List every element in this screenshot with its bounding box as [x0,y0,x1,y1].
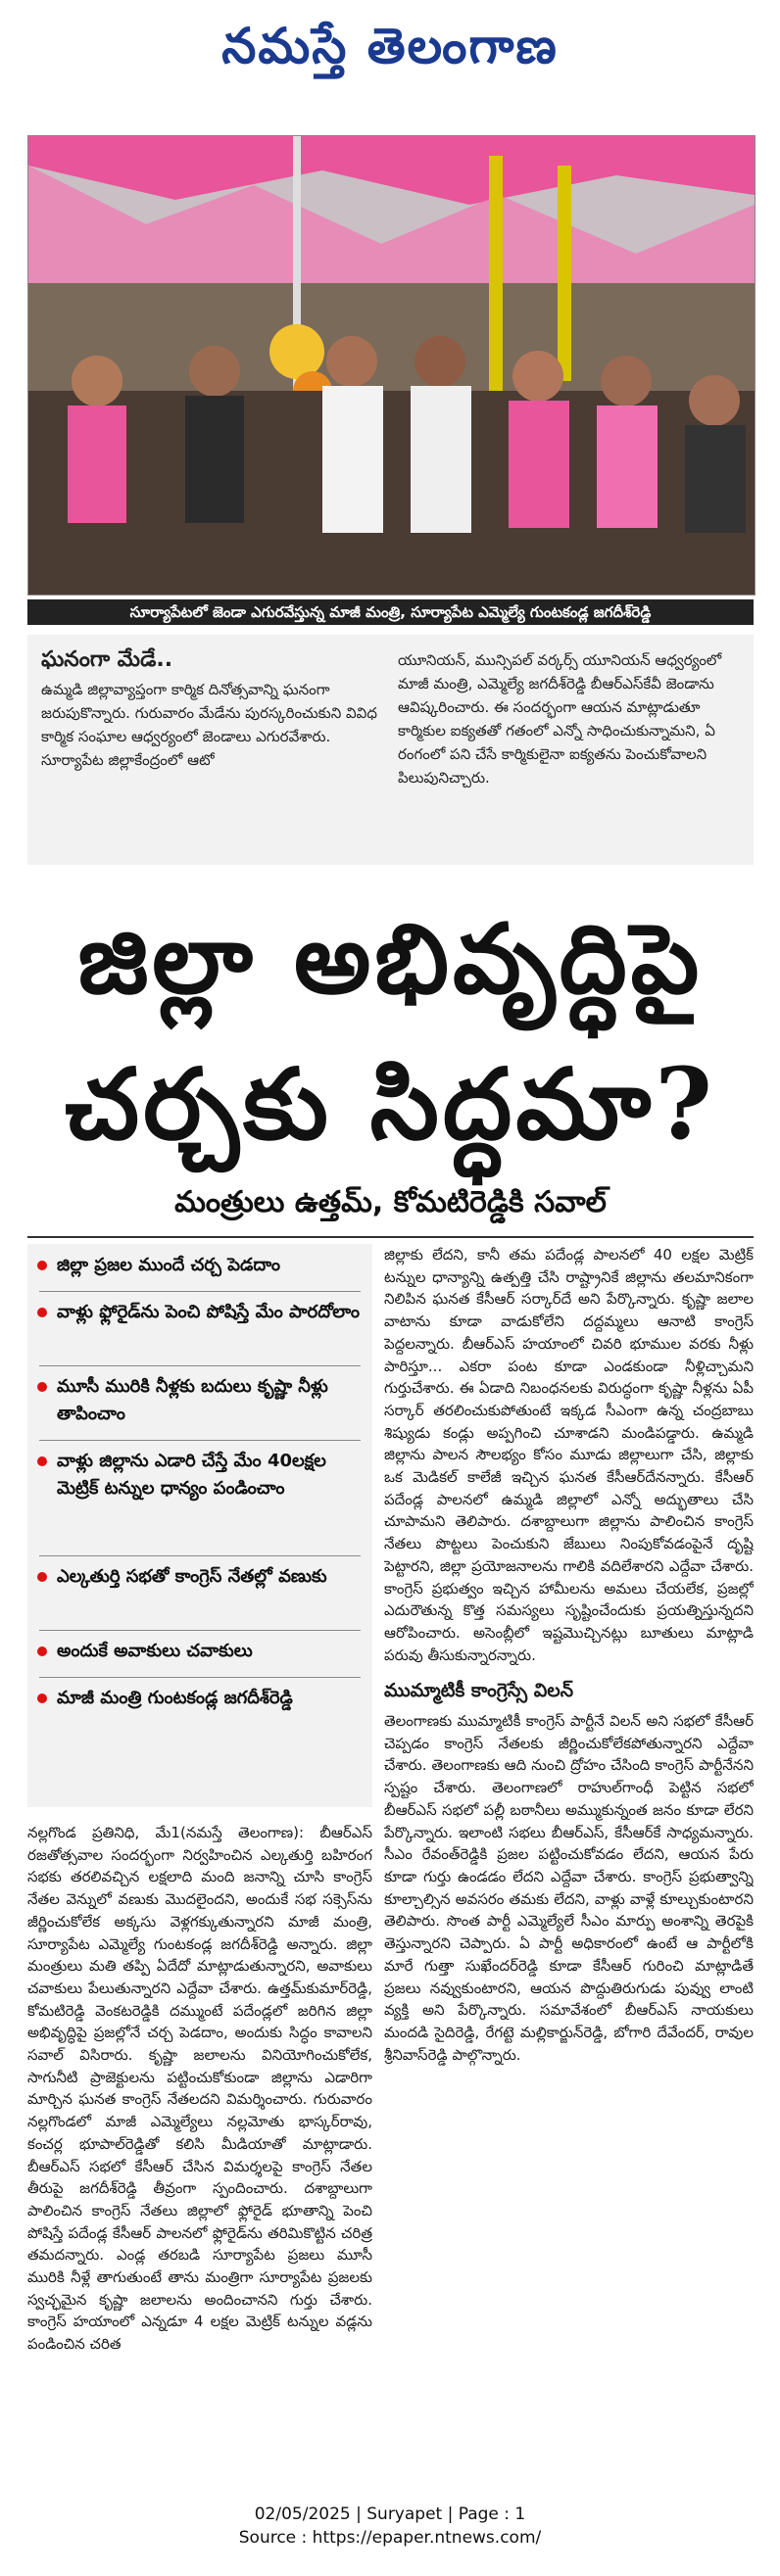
bullet-icon [37,1572,47,1582]
bullet-divider [39,1630,361,1631]
article-body-right [384,1244,754,2066]
bullet-icon [37,1693,47,1703]
bullet-icon [37,1456,47,1466]
photo-caption: సూర్యాపేటలో జెండా ఎగురవేస్తున్న మాజీ మంత్రి, సూర్యాపేట ఎమ్మెల్యే గుంటకండ్ల జగదీశ్‌రెడ్డి [27,599,754,625]
info-box-right-text: యూనియన్, మున్సిపల్ వర్కర్స్ యూనియన్ ఆధ్వర్యంలో మాజీ మంత్రి, ఎమ్మెల్యే జగదీశ్‌రెడ్డి బీఆర్‌ఎస్‌కేవీ జెండాను ఆవిష్కరించారు. ఈ సందర్భంగా ఆయన మాట్లాడుతూ కార్మికుల ఐక్యతతో గతంలో ఎన్నో సాధించుకున్నామని, ఏ రంగంలో పని చేసే కార్మికులైనా ఐక్యతను పెంచుకోవాలని పిలుపునిచ్చారు. [398,651,722,787]
info-box [27,635,754,865]
highlight-item: అందుకే అవాకులు చవాకులు [37,1638,361,1665]
headline-line-2: చర్చకు సిద్ధమా? [65,1046,716,1162]
info-box-right-column [398,648,741,789]
page-footer [0,2503,780,2550]
info-box-left-text: ఉమ్మడి జిల్లావ్యాప్తంగా కార్మిక దినోత్సవాన్ని ఘనంగా జరుపుకొన్నారు. గురువారం మేడేను పురస్కరించుకుని వివిధ కార్మిక సంఘాల ఆధ్వర్యంలో జెండాలు ఎగురవేశారు. సూర్యాపేట జిల్లాకేంద్రంలో ఆటో [41,681,377,769]
article-paragraph: నల్లగొండ ప్రతినిధి, మే1(నమస్తే తెలంగాణ): బీఆర్‌ఎస్ రజతోత్సవాల సందర్భంగా నిర్వహించిన ఎల్కతుర్తి బహిరంగ సభకు తరలివచ్చిన లక్షలాది మంది జనాన్ని చూసి కాంగ్రెస్ నేతల వెన్నులో వణుకు మొదలైందని, అందుకే సభ సక్సెస్‌ను జీర్ణించుకోలేక అక్కసు వెళ్లగక్కుతున్నారని మాజీ మంత్రి, సూర్యాపేట ఎమ్మెల్యే గుంటకండ్ల జగదీశ్‌రెడ్డి అన్నారు. జిల్లా మంత్రులు మతి తప్పి ఏదేదో మాట్లాడుతున్నారని, అవాకులు చవాకులు పేలుతున్నారని ఎద్దేవా చేశారు. ఉత్తమ్‌కుమార్‌రెడ్డి, కోమటిరెడ్డి వెంకటరెడ్డికి దమ్ముంటే పదేండ్లలో జరిగిన జిల్లా అభివృద్ధిపై ప్రజల్లోనే చర్చ పెడదాం, అందుకు సిద్ధం కావాలని సవాల్ విసిరారు. కృష్ణా జలాలను వినియోగించుకోలేక, సాగునీటి ప్రాజెక్టులను పట్టించుకోకుండా జిల్లాను ఎడారిగా మార్చిన ఘనత కాంగ్రెస్ నేతలదని విమర్శించారు. గురువారం నల్లగొండలో మాజీ ఎమ్మెల్యేలు నల్లమోతు భాస్కర్‌రావు, కంచర్ల భూపాల్‌రెడ్డితో కలిసి మీడియాతో మాట్లాడారు. బీఆర్‌ఎస్ సభలో కేసీఆర్ చేసిన విమర్శలపై కాంగ్రెస్ నేతల తీరుపై జగదీశ్‌రెడ్డి తీవ్రంగా స్పందించారు. దశాబ్దాలుగా పాలించిన కాంగ్రెస్ నేతలు జిల్లాలో ఫ్లోరైడ్ భూతాన్ని పెంచి పోషిస్తే పదేండ్ల కేసీఆర్ పాలనలో ఫ్లోరైడ్‌ను తరిమికొట్టిన చరిత్ర తమదన్నారు. ఎండ్ల తరబడి సూర్యాపేట ప్రజలు మూసీ మురికి నీళ్లే తాగుతుంటే తాను మంత్రిగా సూర్యాపేట ప్రజలకు స్వచ్ఛమైన కృష్ణా జలాలను అందించానని గుర్తు చేశారు. కాంగ్రెస్ హయాంలో ఎన్నడూ 4 లక్షల మెట్రిక్ టన్నుల వడ్లను పండించిన చరిత [27,1824,372,2354]
newspaper-logo: నమస్తే తెలంగాణ [221,16,559,74]
footer-edition-info: 02/05/2025 | Suryapet | Page : 1 [254,2504,526,2524]
section-heading: ముమ్మాటికీ కాంగ్రెస్సే విలన్ [384,1680,574,1702]
highlight-item: మాజీ మంత్రి గుంటకండ్ల జగదీశ్‌రెడ్డి [37,1685,361,1712]
bullet-divider [39,1440,361,1441]
article-body-left [27,1822,372,2493]
article-paragraph: తెలంగాణకు ముమ్మాటికీ కాంగ్రెస్ పార్టీనే విలన్ అని సభలో కేసీఆర్ చెప్పడం కాంగ్రెస్ నేతలకు జీర్ణించుకోలేకపోతున్నారని ఎద్దేవా చేశారు. తెలంగాణకు ఆది నుంచి ద్రోహం చేసింది కాంగ్రెస్ పార్టీనేనని స్పష్టం చేశారు. తెలంగాణలో రాహుల్‌గాంధీ పెట్టిన సభలో బీఆర్‌ఎస్ సభలో పల్లీ బఠానీలు అమ్ముకున్నంత జనం కూడా లేరని పేర్కొన్నారు. ఇలాంటి సభలు బీఆర్‌ఎస్, కేసీఆర్‌కే సాధ్యమన్నారు. సీఎం రేవంత్‌రెడ్డికి ప్రజల పట్టించుకోవడం లేదని, ఆయన పేరు కూడా గుర్తు ఉండడం లేదని ఎద్దేవా చేశారు. కాంగ్రెస్ ప్రభుత్వాన్ని కూల్చాల్సిన అవసరం తమకు లేదని, వాళ్లు వాళ్లే కూల్చుకుంటారని తెలిపారు. సొంత పార్టీ ఎమ్మెల్యేలే సీఎం మార్పు అంశాన్ని తెరపైకి తెస్తున్నారని చెప్పారు. ఏ పార్టీ అధికారంలో ఉంటే ఆ పార్టీలోకి మారే గుత్తా సుఖేందర్‌రెడ్డి కూడా కేసీఆర్ గురించి మాట్లాడితే ప్రజలు నవ్వుకుంటారని, ఆయన పొద్దుతిరుగుడు పువ్వు లాంటి వ్యక్తి అని పేర్కొన్నారు. సమావేశంలో బీఆర్‌ఎస్ నాయకులు మందడి సైదిరెడ్డి, రేగట్టె మల్లికార్జున్‌రెడ్డి, బోగారి దేవేందర్, రావుల శ్రీనివాస్‌రెడ్డి పాల్గొన్నారు. [384,1712,754,2064]
article-paragraph: జిల్లాకు లేదని, కానీ తమ పదేండ్ల పాలనలో 40 లక్షల మెట్రిక్ టన్నుల ధాన్యాన్ని ఉత్పత్తి చేసి రాష్ట్రానికే జిల్లాను తలమానికంగా నిలిపిన ఘనత కేసీఆర్ సర్కార్‌దే అని పేర్కొన్నారు. కృష్ణా జలాల వాటాను కూడా వాడుకోలేని దద్దమ్మలు ఆనాటి కాంగ్రెస్ పెద్దలన్నారు. బీఆర్‌ఎస్ హయాంలో చివరి భూముల వరకు నీళ్లు పారిస్తూ... ఎకరా పంట కూడా ఎండకుండా నీళ్లిచ్చామని గుర్తుచేశారు. ఈ ఏడాది నిబంధనలకు విరుద్ధంగా కృష్ణా నీళ్లను ఏపీ సర్కార్ తరలించుకుపోతుంటే ఇక్కడ సీఎంగా ఉన్న చంద్రబాబు శిష్యుడు కండ్లు అప్పగించి చూశాడని మండిపడ్డారు. ఉమ్మడి జిల్లాను పాలన సౌలభ్యం కోసం మూడు జిల్లాలుగా చేసి, జిల్లాకు ఒక మెడికల్ కాలేజీ ఇచ్చిన ఘనత కేసీఆర్‌దేనన్నారు. కేసీఆర్ పదేండ్ల పాలనలో ఉమ్మడి జిల్లాలో ఎన్నో అద్భుతాలు చేసి చూపామని తెలిపారు. దశాబ్దాలుగా జిల్లాను పాలించిన కాంగ్రెస్ నేతలు పొట్టలు పెంచుకుని జేబులు నింపుకోవడంపైనే దృష్టి పెట్టారని, జిల్లా ప్రయోజనాలను గాలికి వదిలేశారని ఎద్దేవా చేశారు. కాంగ్రెస్ ప్రభుత్వం ఇచ్చిన హామీలను అమలు చేయలేక, ప్రజల్లో ఎదురౌతున్న కొత్త సమస్యలు సృష్టించేందుకు ప్రయత్నిస్తున్నదని ఆరోపించారు. అసెంబ్లీలో ఇష్టమొచ్చినట్లు బూతులు మాట్లాడి పరువు తీసుకున్నారన్నారు. [384,1246,754,1664]
highlights-box [27,1244,372,1807]
highlight-item: మూసీ మురికి నీళ్లకు బదులు కృష్ణా నీళ్లు తాపించాం [37,1373,361,1428]
bullet-divider [39,1365,361,1366]
highlight-item: ఎల్కతుర్తి సభతో కాంగ్రెస్ నేతల్లో వణుకు [37,1563,361,1591]
bullet-icon [37,1646,47,1656]
highlight-item: జిల్లా ప్రజల ముందే చర్చ పెడదాం [37,1252,361,1279]
bullet-divider [39,1555,361,1556]
flag-hoisting-photo-icon [28,136,755,595]
subheadline: మంత్రులు ఉత్తమ్, కోమటిరెడ్డికి సవాల్ [174,1185,607,1219]
headline-line-1: జిల్లా అభివృద్ధిపై [77,903,704,1016]
bullet-divider [39,1677,361,1678]
divider [27,1236,754,1238]
info-box-left-column [41,643,379,772]
footer-source-link[interactable]: Source : https://epaper.ntnews.com/ [238,2528,542,2548]
news-photo [27,135,756,596]
highlight-item: వాళ్లు ఫ్లోరైడ్‌ను పెంచి పోషిస్తే మేం పారదోలాం [37,1299,361,1326]
bullet-icon [37,1382,47,1392]
highlight-item: వాళ్లు జిల్లాను ఎడారి చేస్తే మేం 40లక్షల మెట్రిక్ టన్నుల ధాన్యం పండించాం [37,1448,361,1503]
masthead [0,0,780,103]
bullet-icon [37,1261,47,1270]
bullet-icon [37,1308,47,1317]
info-box-title: ఘనంగా మేడే.. [41,647,173,672]
bullet-divider [39,1291,361,1292]
